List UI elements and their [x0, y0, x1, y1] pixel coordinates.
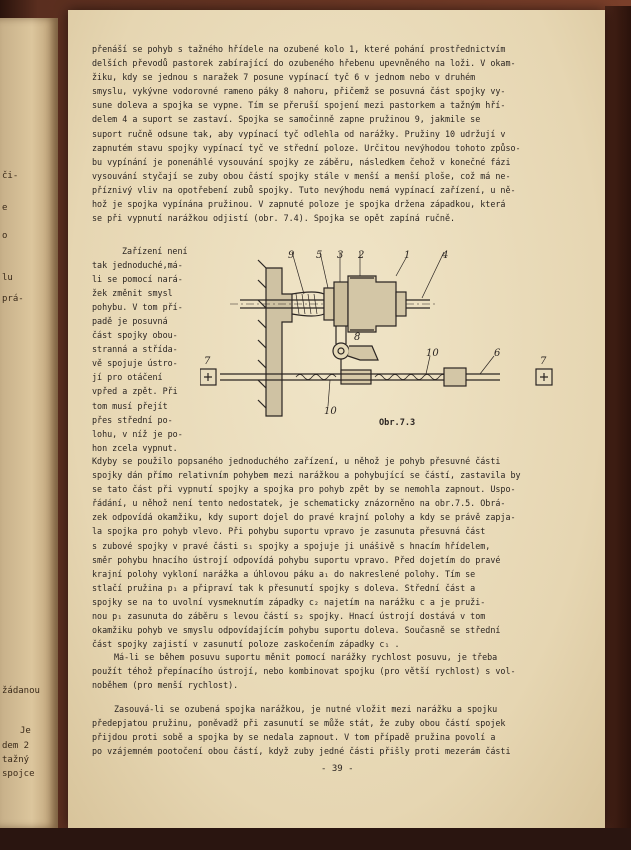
right-book-edge [605, 6, 631, 838]
label-8: 8 [354, 332, 361, 343]
text-line: část spojky obou- [92, 330, 178, 341]
text-line: pohybu. V tom pří- [92, 302, 183, 313]
text-line: zapnutém stavu spojky vypínací tyč ve střední poloze. Určitou nevýhodou tohoto způso- [92, 142, 521, 153]
text-line: sune doleva a spojka se vypne. Tím se přeruší spojení mezi pastorkem a tažným hří- [92, 100, 506, 111]
text-line: okamžiku pohyb ve smyslu odpovídajícím pohybu suportu doleva. Současně se střední [92, 625, 501, 636]
text-line: noběhem (pro menší rychlost). [92, 680, 239, 691]
label-7-left: 7 [204, 356, 211, 367]
text-line: předepjatou pružinu, poněvadž při zasunutí se může stát, že zuby obou částí spojek [92, 718, 506, 729]
text-line: suport ručně odsune tak, aby vypínací tyč odlehla od narážky. Pružiny 10 udržují v [92, 128, 506, 139]
text-line: hož je spojka vypínána pružinou. V zapnuté poloze je spojka držena západkou, která [92, 199, 506, 210]
label-6: 6 [494, 348, 501, 359]
text-line: použít téhož přepínacího ústrojí, nebo kombinovat spojku (pro větší rychlost) s vol- [92, 666, 516, 677]
text-line: krajní polohy vykloní narážka a úhlovou páku a₁ do nakreslené polohy. Tím se [92, 568, 476, 579]
lever-8 [348, 346, 378, 360]
label-4: 4 [442, 250, 449, 261]
label-1: 1 [404, 250, 411, 261]
text-line: stranná a střída- [92, 344, 178, 355]
text-line: s zubové spojky v pravé části s₁ spojky a spojuje ji unášivě s hnacím hřídelem, [92, 540, 491, 551]
label-10-bottom: 10 [324, 406, 337, 417]
text-line: vpřed a zpět. Při [92, 386, 178, 397]
left-fragment: Je [20, 726, 31, 736]
housing-wall [266, 268, 292, 416]
text-line: smyslu, vykývne vodorovné rameno páky 8 nahoru, přičemž se posuvná část spojky vy- [92, 86, 506, 97]
left-fragment: spojce [2, 769, 35, 779]
text-line: Kdyby se použilo popsaného jednoduchého zařízení, u něhož je pohyb přesuvné části [92, 456, 501, 466]
text-line: delem 4 a suport se zastaví. Spojka se samočinně zapne pružinou 9, jakmile se [92, 114, 481, 125]
text-line: vě spojuje ústro- [92, 358, 178, 369]
left-fragment: či- [2, 171, 19, 181]
lever-8-pivot [333, 343, 349, 359]
text-line: se tato část při vypnutí spojky a spojka pro pohyb zpět by se nemohla zapnout. Uspo- [92, 484, 516, 495]
clutch-sleeve [324, 288, 334, 320]
text-line: la spojka pro pohyb vlevo. Při pohybu suportu vpravo je zasunuta přesuvná část [92, 526, 486, 537]
rod-bearing [444, 368, 466, 386]
text-line: tak jednoduché,má- [92, 260, 183, 271]
label-7-right: 7 [540, 356, 547, 367]
left-fragment: o [2, 231, 8, 241]
text-line: Zařízení není [122, 246, 188, 256]
left-page-edge [0, 18, 58, 828]
text-line: směr pohybu hnacího ústrojí odpovídá pohybu suportu vpravo. Před dojetím do pravé [92, 554, 501, 565]
left-fragment: prá- [2, 294, 24, 304]
gear-1 [348, 276, 396, 332]
text-line: řádání, u něhož není tento nedostatek, je schematicky znázorněno na obr.7.5. Obrá- [92, 498, 506, 509]
left-fragment: lu [2, 273, 13, 283]
text-line: přenáší se pohyb s tažného hřídele na ozubené kolo 1, které pohání prostřednictvím [92, 44, 506, 54]
text-line: spojky dán přímo relativním pohybem mezi narážkou a pohybující se částí, zastavila by [92, 470, 521, 481]
clutch-part [334, 282, 348, 326]
label-3: 3 [337, 250, 344, 261]
label-5: 5 [316, 250, 323, 261]
text-line: jí pro otáčení [92, 372, 163, 383]
left-fragment: žádanou [2, 686, 40, 696]
text-line: žiku, kdy se jednou s naražek 7 posune vypínací tyč 6 v jednom nebo v druhém [92, 72, 476, 83]
text-line: Má-li se během posuvu suportu měnit pomocí narážky rychlost posuvu, je třeba [114, 652, 498, 662]
label-10: 10 [426, 348, 439, 359]
paragraph-middle [92, 454, 572, 651]
text-line: vysouvání styčají se zuby obou částí spojky stále v menší a menší ploše, což má ne- [92, 170, 511, 181]
left-fragment: tažný [2, 755, 30, 765]
label-2: 2 [358, 250, 365, 261]
label-9: 9 [288, 250, 295, 261]
bottom-shadow [0, 828, 631, 850]
text-line: padě je posuvná [92, 316, 168, 327]
text-line: lohu, v níž je po- [92, 428, 183, 439]
text-line: žek změnit smysl [92, 288, 173, 299]
text-line: zek odpovídá okamžiku, kdy suport dojel do pravé krajní polohy a kdy se právě zapja- [92, 512, 516, 523]
text-line: po vzájemném pootočení obou částí, když zuby jedné části přišly proti mezerám části [92, 746, 511, 757]
figure-caption: Obr.7.3 [379, 418, 416, 428]
paragraph-speed [92, 650, 572, 692]
text-line: delších převodů pastorek zabírající do ozubeného hřebenu upevněného na loži. V okam- [92, 58, 516, 69]
text-line: se při vypnutí narážkou odjistí (obr. 7.4). Spojka se opět zapíná ručně. [92, 213, 456, 224]
text-line: bu vypínání je ponenáhlé vysouvání spojky ze záběru, následkem čehož v konečné fázi [92, 156, 511, 167]
text-line: příznivý vliv na opotřebení zubů spojky. Tuto nevýhodu nemá vypínací zařízení, u ně- [92, 184, 516, 195]
paragraph-top [92, 42, 572, 225]
text-line: nou p₁ zasunuta do záběru s levou částí s₂ spojky. Hnací ústrojí dostává v tom [92, 611, 486, 622]
spring-10-left [296, 375, 336, 380]
text-line: spojky se na to uvolní vysmeknutím západky c₂ najetím na narážku c a je pruži- [92, 596, 486, 607]
left-fragment: e [2, 203, 8, 213]
text-line: přes střední po- [92, 414, 173, 425]
text-line: tom musí přejít [92, 400, 168, 411]
text-line: přijdou proti sobě a spojka by se nedala zapnout. V tom případě pružina povolí a [92, 732, 496, 743]
side-paragraph [92, 244, 202, 455]
text-line: hon zcela vypnut. [92, 442, 178, 453]
text-line: stlačí pružina p₁ a připraví tak k přesunutí spojky s doleva. Střední část a [92, 582, 476, 593]
mechanism-figure [200, 248, 566, 430]
left-fragment: dem 2 [2, 741, 30, 751]
text-line: část spojky zajistí v zasunutí poloze zaskočením západky c₁ . [92, 639, 400, 650]
text-line: li se pomocí nará- [92, 274, 183, 285]
text-line: Zasouvá-li se ozubená spojka narážkou, je nutné vložit mezi narážku a spojku [114, 704, 498, 714]
paragraph-bottom [92, 702, 572, 758]
page-number: - 39 - [321, 764, 354, 774]
